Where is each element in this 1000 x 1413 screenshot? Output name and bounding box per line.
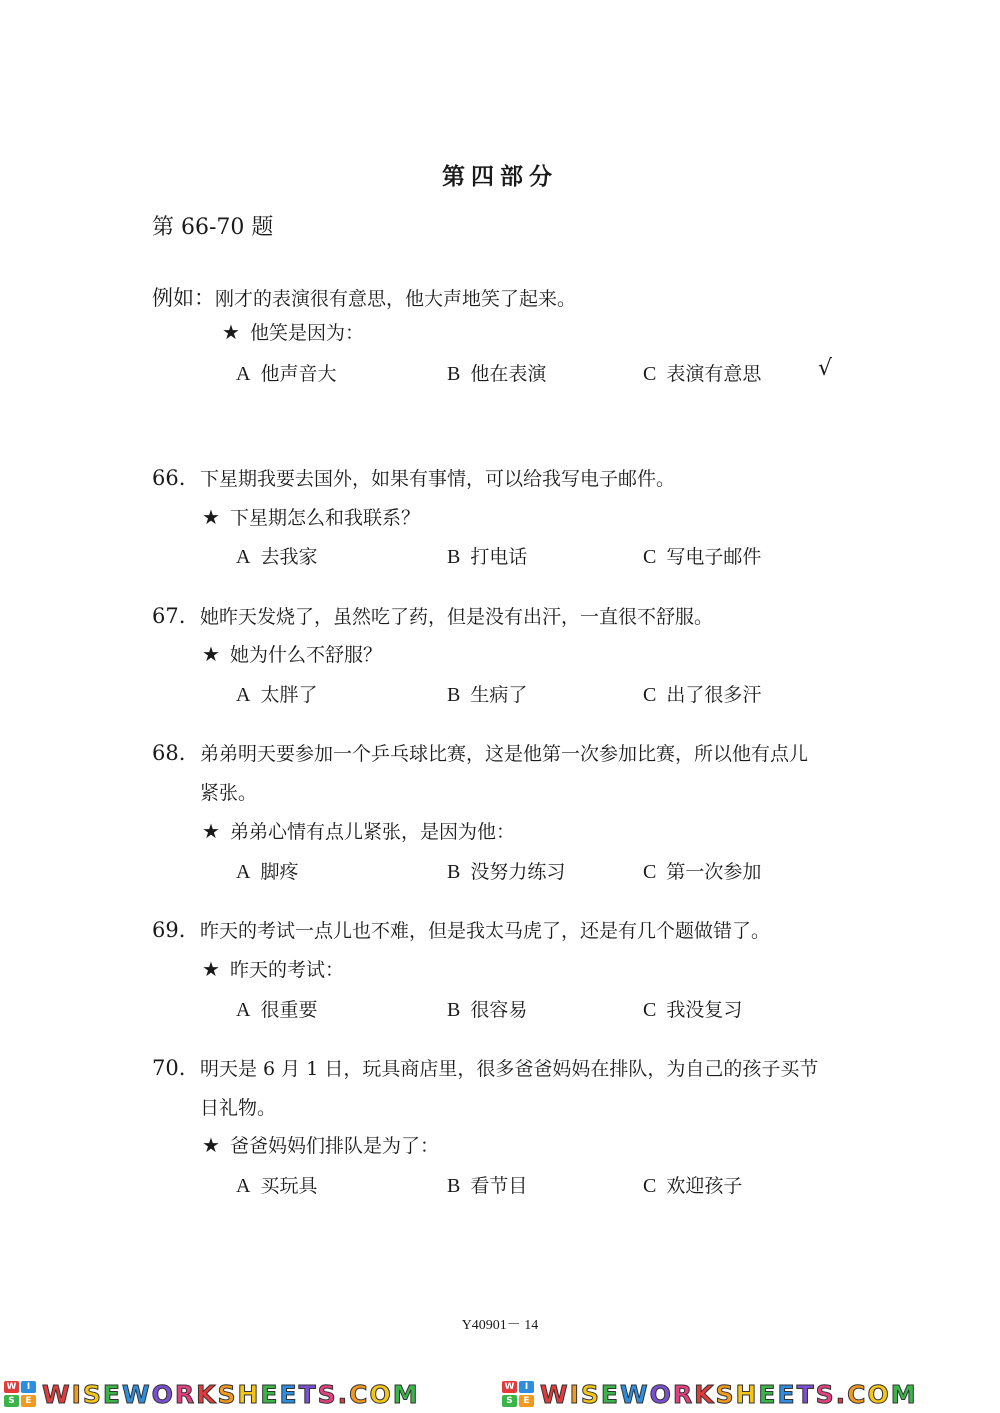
watermark-letter: M xyxy=(392,1379,420,1409)
star-icon: ★ xyxy=(202,1133,220,1157)
question-text: 下星期我要去国外，如果有事情，可以给我写电子邮件。 xyxy=(200,468,676,490)
example-option-c[interactable] xyxy=(643,359,761,386)
watermark-letter: E xyxy=(260,1379,280,1409)
watermark-letter: E xyxy=(102,1379,122,1409)
logo-letter: W xyxy=(502,1381,517,1393)
q69-option-a[interactable] xyxy=(236,995,317,1022)
option-text: 我没复习 xyxy=(666,999,743,1021)
watermark-letter: C xyxy=(349,1379,370,1409)
question-text: 弟弟明天要参加一个乒乓球比赛，这是他第一次参加比赛，所以他有点儿 xyxy=(200,743,809,765)
page-footer: Y40901－ 14 xyxy=(461,1318,539,1333)
option-letter: B xyxy=(447,999,461,1021)
logo-letter: S xyxy=(4,1395,19,1407)
watermark-letter: S xyxy=(317,1379,338,1409)
star-icon: ★ xyxy=(222,320,240,344)
logo-letter: I xyxy=(21,1381,36,1393)
logo-letter: E xyxy=(519,1395,534,1407)
option-letter: A xyxy=(236,684,251,706)
option-letter: C xyxy=(643,684,657,706)
question-number: 66. xyxy=(152,466,186,490)
watermark-letter: E xyxy=(279,1379,299,1409)
question-69-prompt xyxy=(202,955,344,982)
star-icon: ★ xyxy=(202,505,220,529)
q66-option-b[interactable] xyxy=(447,542,527,569)
option-text: 太胖了 xyxy=(260,684,318,706)
watermark-letter: O xyxy=(151,1379,175,1409)
watermark-left xyxy=(4,1380,420,1408)
q68-option-a[interactable] xyxy=(236,857,298,884)
q68-option-c[interactable] xyxy=(643,857,761,884)
option-letter: C xyxy=(643,546,657,568)
option-letter: C xyxy=(643,363,657,385)
watermark-letter: E xyxy=(600,1379,620,1409)
watermark-letter: H xyxy=(735,1379,759,1409)
watermark-letter: W xyxy=(121,1379,152,1409)
question-text: 昨天的考试一点儿也不难，但是我太马虎了，还是有几个题做错了。 xyxy=(200,920,771,942)
question-text: 她昨天发烧了，虽然吃了药，但是没有出汗，一直很不舒服。 xyxy=(200,606,714,628)
watermark-letter: T xyxy=(298,1379,318,1409)
q68-option-b[interactable] xyxy=(447,857,565,884)
question-70 xyxy=(152,1054,818,1081)
question-number: 67. xyxy=(152,604,186,628)
watermark-letter: S xyxy=(815,1379,836,1409)
q66-option-a[interactable] xyxy=(236,542,317,569)
option-letter: A xyxy=(236,999,251,1021)
watermark-letter: I xyxy=(569,1379,581,1409)
prompt-text: 昨天的考试： xyxy=(229,959,344,981)
watermark-letter: S xyxy=(580,1379,601,1409)
option-letter: B xyxy=(447,1175,461,1197)
question-text: 明天是 6 月 1 日，玩具商店里，很多爸爸妈妈在排队，为自己的孩子买节 xyxy=(200,1058,819,1080)
logo-letter: W xyxy=(4,1381,19,1393)
option-letter: C xyxy=(643,999,657,1021)
q67-option-c[interactable] xyxy=(643,680,761,707)
option-text: 欢迎孩子 xyxy=(666,1175,743,1197)
option-letter: A xyxy=(236,1175,251,1197)
logo-letter: S xyxy=(502,1395,517,1407)
option-text: 出了很多汗 xyxy=(666,684,762,706)
watermark-letter: T xyxy=(796,1379,816,1409)
question-number: 68. xyxy=(152,741,186,765)
q66-option-c[interactable] xyxy=(643,542,761,569)
watermark-letter: O xyxy=(369,1379,393,1409)
watermark-letter: I xyxy=(71,1379,83,1409)
q67-option-a[interactable] xyxy=(236,680,317,707)
prompt-text: 弟弟心情有点儿紧张，是因为他： xyxy=(229,821,515,843)
watermark-letter: O xyxy=(649,1379,673,1409)
watermark-right xyxy=(502,1380,918,1408)
watermark-letter: W xyxy=(42,1379,72,1409)
question-66-prompt xyxy=(202,503,420,530)
star-icon: ★ xyxy=(202,957,220,981)
watermark-text xyxy=(540,1380,918,1409)
q70-option-b[interactable] xyxy=(447,1171,527,1198)
option-text: 没努力练习 xyxy=(470,861,566,883)
question-70-prompt xyxy=(202,1131,439,1158)
watermark-letter: . xyxy=(835,1379,848,1409)
prompt-text: 她为什么不舒服？ xyxy=(229,644,382,666)
option-text: 他声音大 xyxy=(260,363,337,385)
question-number: 70. xyxy=(152,1056,186,1080)
prompt-text: 爸爸妈妈们排队是为了： xyxy=(229,1135,439,1157)
option-letter: A xyxy=(236,861,251,883)
example-label: 例如： xyxy=(152,286,215,310)
question-68-prompt xyxy=(202,817,515,844)
star-icon: ★ xyxy=(202,642,220,666)
watermark-letter: K xyxy=(694,1379,716,1409)
option-text: 第一次参加 xyxy=(666,861,762,883)
example-text: 刚才的表演很有意思，他大声地笑了起来。 xyxy=(215,288,577,310)
option-letter: C xyxy=(643,1175,657,1197)
watermark-letter: S xyxy=(82,1379,103,1409)
example-option-a[interactable] xyxy=(236,359,336,386)
option-text: 表演有意思 xyxy=(666,363,762,385)
q70-option-c[interactable] xyxy=(643,1171,742,1198)
option-letter: B xyxy=(447,861,461,883)
option-text: 买玩具 xyxy=(260,1175,318,1197)
question-68 xyxy=(152,739,808,766)
watermark-letter: E xyxy=(758,1379,778,1409)
option-letter: A xyxy=(236,546,251,568)
question-68-continuation: 紧张。 xyxy=(200,782,258,804)
q69-option-c[interactable] xyxy=(643,995,742,1022)
option-text: 看节目 xyxy=(470,1175,528,1197)
example-question xyxy=(222,318,364,345)
question-70-continuation: 日礼物。 xyxy=(200,1097,277,1119)
wise-logo-icon xyxy=(502,1381,534,1407)
watermark-letter: R xyxy=(174,1379,197,1409)
option-text: 写电子邮件 xyxy=(666,546,762,568)
option-text: 很容易 xyxy=(470,999,528,1021)
watermark-letter: M xyxy=(890,1379,918,1409)
option-letter: A xyxy=(236,363,251,385)
option-letter: B xyxy=(447,546,461,568)
watermark-letter: W xyxy=(619,1379,650,1409)
watermark-letter: W xyxy=(540,1379,570,1409)
logo-letter: E xyxy=(21,1395,36,1407)
example-option-b[interactable] xyxy=(447,359,546,386)
q69-option-b[interactable] xyxy=(447,995,527,1022)
watermark-letter: O xyxy=(867,1379,891,1409)
q70-option-a[interactable] xyxy=(236,1171,317,1198)
watermark-letter: S xyxy=(715,1379,736,1409)
option-text: 打电话 xyxy=(470,546,528,568)
question-67 xyxy=(152,602,713,629)
option-text: 很重要 xyxy=(260,999,318,1021)
prompt-text: 下星期怎么和我联系？ xyxy=(229,507,420,529)
option-text: 生病了 xyxy=(470,684,528,706)
question-66 xyxy=(152,464,675,491)
question-69 xyxy=(152,916,770,943)
watermark-letter: H xyxy=(237,1379,261,1409)
watermark-letter: E xyxy=(777,1379,797,1409)
example-sentence xyxy=(152,282,576,312)
watermark-letter: . xyxy=(337,1379,350,1409)
watermark-letter: C xyxy=(847,1379,868,1409)
logo-letter: I xyxy=(519,1381,534,1393)
option-text: 他在表演 xyxy=(470,363,547,385)
wise-logo-icon xyxy=(4,1381,36,1407)
option-letter: B xyxy=(447,684,461,706)
watermark-letter: S xyxy=(217,1379,238,1409)
option-text: 脚疼 xyxy=(260,861,299,883)
option-letter: B xyxy=(447,363,461,385)
watermark-letter: K xyxy=(196,1379,218,1409)
watermark-letter: R xyxy=(672,1379,695,1409)
watermark-text xyxy=(42,1380,420,1409)
section-title: 第四部分 xyxy=(442,163,558,190)
question-67-prompt xyxy=(202,640,382,667)
check-mark-icon: √ xyxy=(818,356,833,381)
example-question-text: 他笑是因为： xyxy=(249,322,364,344)
question-range: 第 66-70 题 xyxy=(152,215,274,240)
option-text: 去我家 xyxy=(260,546,318,568)
star-icon: ★ xyxy=(202,819,220,843)
question-number: 69. xyxy=(152,918,186,942)
q67-option-b[interactable] xyxy=(447,680,527,707)
option-letter: C xyxy=(643,861,657,883)
